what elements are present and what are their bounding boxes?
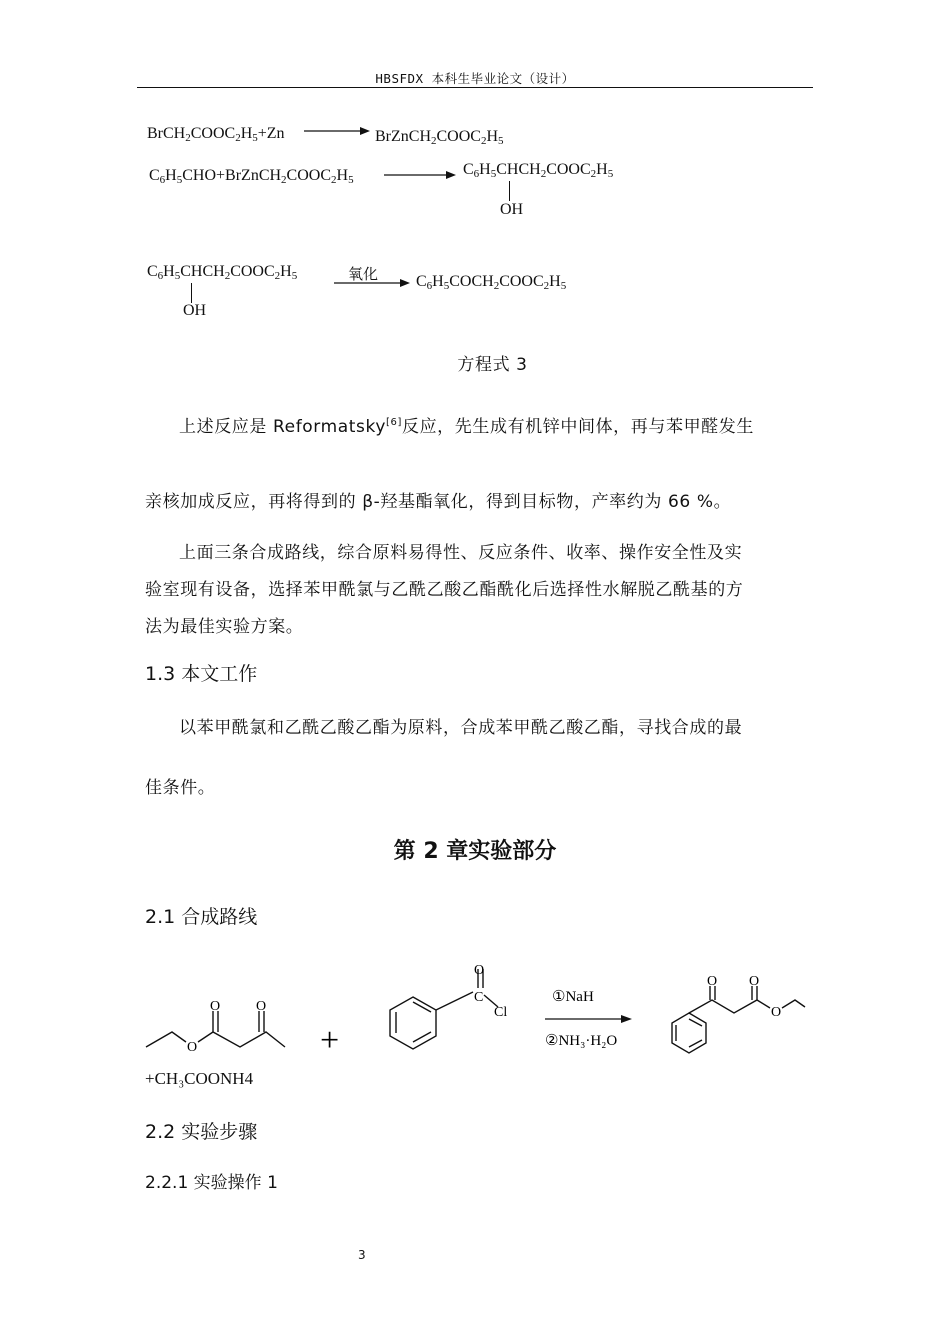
reaction3-product: $C_6H_5COCH_2COOC_2H_5$ [416,273,567,292]
reaction2-bond [509,181,510,201]
reaction1-reactants: $BrCH_2COOC_2H_5+Zn$ [147,125,285,144]
subsection-heading-2-2-1: 2.2.1 实验操作 1 [145,1173,278,1193]
condition-nah: ①NaH [552,989,594,1005]
product-ester-o-label: O [771,1005,782,1020]
reaction3-bond [191,283,192,303]
reaction1-product: $BrZnCH_2COOC_2H_5$ [375,128,504,147]
plus-sign: + [320,1022,340,1059]
paragraph3-line2: 佳条件。 [145,778,216,798]
header-rule [137,87,813,88]
page-header: HBSFDX 本科生毕业论文（设计） [375,71,575,86]
additive-label: +CH₃COONH4 [145,1069,254,1088]
reaction3-oh: OH [183,302,207,319]
ester-o-label: O [187,1040,198,1055]
benzoyl-chloride-structure [390,969,498,1049]
chapter-title: 第 2 章实验部分 [393,839,557,864]
paragraph1-line1: 上述反应是 Reformatsky[6]反应，先生成有机锌中间体，再与苯甲醛发生 [179,417,754,437]
reaction2-product: $C_6H_5CHCH_2COOC_2H_5$ [463,161,614,180]
page-number: 3 [358,1248,366,1262]
section-heading-2-1: 2.1 合成路线 [145,906,258,928]
ester-carbonyl-o-label: O [210,999,221,1014]
paragraph2-line3: 法为最佳实验方案。 [145,617,304,637]
synthesis-scheme [140,955,820,1065]
reaction1-arrow [304,124,370,138]
reaction2-arrow [384,168,456,182]
reaction3-reactant: $C_6H_5CHCH_2COOC_2H_5$ [147,263,298,282]
reaction2-reactants: $C_6H_5CHO+BrZnCH_2COOC_2H_5$ [149,167,354,186]
reaction3-arrow [334,276,410,290]
acyl-c-label: C [474,990,484,1005]
equation-caption: 方程式 3 [457,355,528,375]
paragraph1-line2: 亲核加成反应，再将得到的 β-羟基酯氧化，得到目标物，产率约为 66 %。 [145,492,732,512]
paragraph2-line2: 验室现有设备，选择苯甲酰氯与乙酰乙酸乙酯酰化后选择性水解脱乙酰基的方 [145,580,744,600]
product-ketone-o-label: O [707,974,718,989]
ethyl-acetoacetate-structure [146,1011,285,1047]
reaction2-oh: OH [500,201,524,218]
reaction3-condition: 氧化 [348,265,379,283]
product-ester-carbonyl-o-label: O [749,974,760,989]
ketone-carbonyl-o-label: O [256,999,267,1014]
section-heading-1-3: 1.3 本文工作 [145,663,258,685]
chlorine-label: Cl [494,1005,508,1020]
condition-ammonia: ②NH₃·H₂O [545,1033,618,1049]
paragraph3-line1: 以苯甲酰氯和乙酰乙酸乙酯为原料，合成苯甲酰乙酸乙酯，寻找合成的最 [179,718,743,738]
citation-ref: [6] [386,417,402,428]
section-heading-2-2: 2.2 实验步骤 [145,1121,258,1143]
acyl-o-label: O [474,963,485,978]
ethyl-benzoylacetate-structure [672,986,805,1053]
paragraph2-line1: 上面三条合成路线，综合原料易得性、反应条件、收率、操作安全性及实 [179,543,743,563]
